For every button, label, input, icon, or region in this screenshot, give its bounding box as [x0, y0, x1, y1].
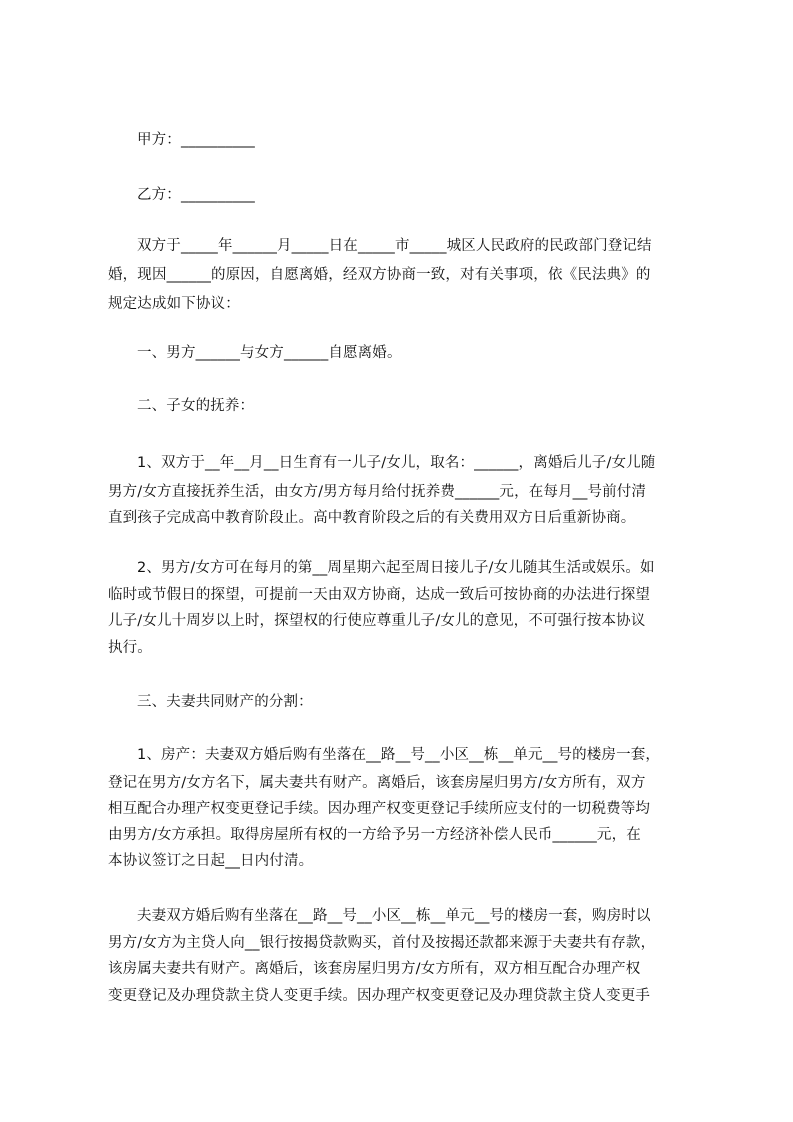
property-2-line: 夫妻双方婚后购有坐落在__路__号__小区__栋__单元__号的楼房一套，购房时以: [137, 908, 651, 924]
child-support-line: 直到孩子完成高中教育阶段止。高中教育阶段之后的有关费用双方日后重新协商。: [108, 510, 636, 526]
property-2-line: 该房属夫妻共有财产。离婚后，该套房屋归男方/女方所有，双方相互配合办理产权: [108, 961, 641, 977]
property-2-line: 变更登记及办理贷款主贷人变更手续。因办理产权变更登记及办理贷款主贷人变更手: [108, 988, 651, 1004]
party-b-blank: __________: [180, 187, 255, 203]
intro-line: 规定达成如下协议：: [108, 296, 240, 312]
visitation-line: 2、男方/女方可在每月的第__周星期六起至周日接儿子/女儿随其生活或娱乐。如: [137, 560, 655, 576]
visitation-line: 儿子/女儿十周岁以上时，探望权的行使应尊重儿子/女儿的意见，不可强行按本协议: [108, 613, 646, 629]
party-a-label: 甲方：: [137, 132, 181, 148]
clause-3-title: 三、夫妻共同财产的分割：: [137, 694, 313, 710]
party-a-blank: __________: [180, 132, 255, 148]
visitation-line: 临时或节假日的探望，可提前一天由双方协商，达成一致后可按协商的办法进行探望: [108, 587, 651, 603]
intro-line: 双方于_____年______月_____日在_____市_____城区人民政府的民政部门登记结: [137, 238, 652, 254]
party-b-label: 乙方：: [137, 187, 181, 203]
clause-1: 一、男方______与女方______自愿离婚。: [137, 345, 402, 361]
property-1-line: 相互配合办理产权变更登记手续。因办理产权变更登记手续所应支付的一切税费等均: [108, 801, 651, 817]
property-1-line: 由男方/女方承担。取得房屋所有权的一方给予另一方经济补偿人民币______元，在: [108, 827, 641, 843]
party-b-line: [0, 181, 793, 210]
child-support-line: 1、双方于__年__月__日生育有一儿子/女儿，取名：______，离婚后儿子/女儿随: [137, 455, 656, 471]
intro-line: 婚，现因______的原因，自愿离婚，经双方协商一致，对有关事项，依《民法典》的: [108, 267, 651, 283]
child-support-line: 男方/女方直接抚养生活，由女方/男方每月给付抚养费______元，在每月__号前付清: [108, 484, 647, 500]
property-1-line: 1、房产：夫妻双方婚后购有坐落在__路__号__小区__栋__单元__号的楼房一套，: [137, 747, 661, 763]
visitation-line: 执行。: [108, 640, 152, 656]
clause-2-title: 二、子女的抚养：: [137, 398, 255, 414]
property-1-line: 登记在男方/女方名下，属夫妻共有财产。离婚后，该套房屋归男方/女方所有，双方: [108, 775, 646, 791]
property-1-line: 本协议签订之日起__日内付清。: [108, 853, 314, 869]
party-a-line: [0, 126, 793, 155]
property-2-line: 男方/女方为主贷人向__银行按揭贷款购买，首付及按揭还款都来源于夫妻共有存款，: [108, 935, 656, 951]
